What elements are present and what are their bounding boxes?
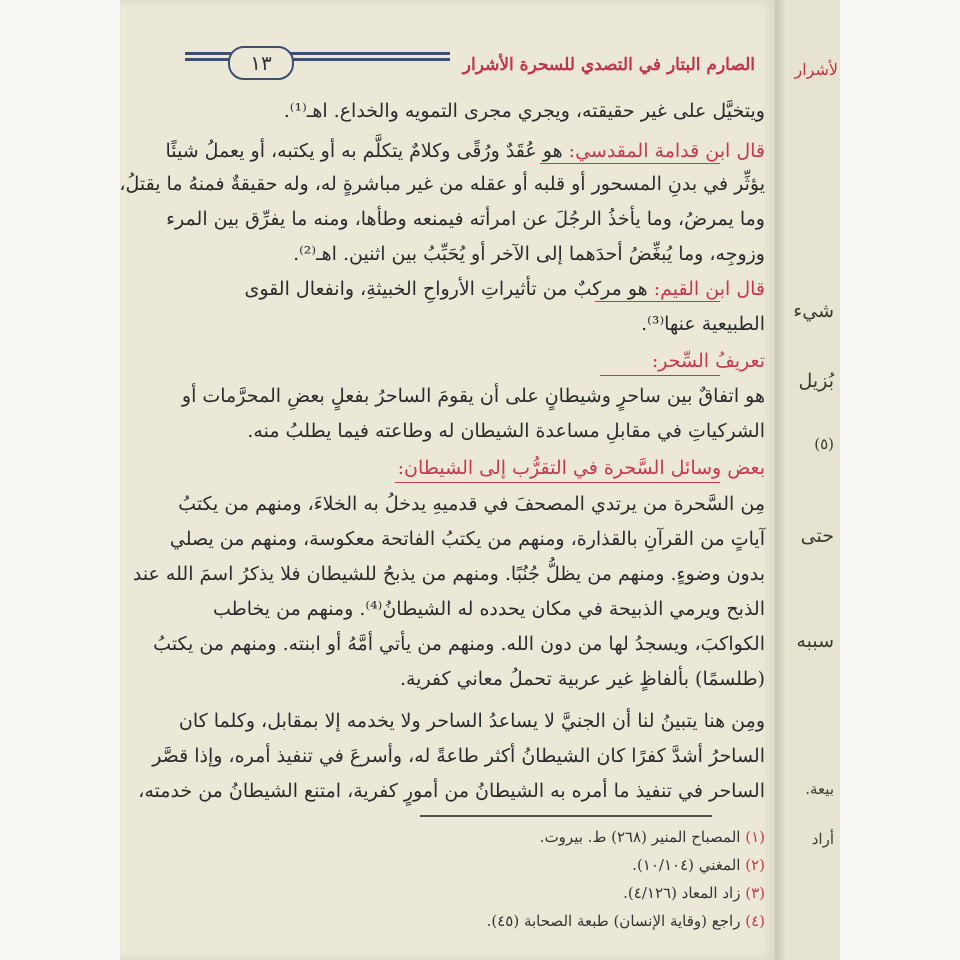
- ibn-qudama-text: هو عُقَدٌ ورُقًى وكلامٌ يتكلَّم به أو يكتبه، أو يعملُ شيئًا: [165, 140, 563, 162]
- footnote-3: [623, 884, 765, 902]
- footnote-text: المغني (١٠/١٠٤).: [632, 856, 741, 874]
- facing-fragment: (٥): [814, 435, 834, 453]
- footnote-text: المصباح المنير (٢٦٨) ط. بيروت.: [539, 828, 741, 846]
- body-line: هو اتفاقٌ بين ساحرٍ وشيطانٍ على أن يقومَ الساحرُ بفعلٍ بعضِ المحرَّمات أو: [181, 385, 765, 407]
- footnote-number: (١): [745, 828, 765, 846]
- ibn-qayyim-text: هو مركبٌ من تأثيراتِ الأرواحِ الخبيثةِ، وانفعال القوى: [244, 278, 648, 300]
- body-line: الكواكبَ، ويسجدُ لها من دون الله. ومنهم من يأتي أمَّهُ أو ابنته. ومنهم من يكتبُ: [153, 633, 765, 655]
- body-line: يؤثِّر في بدنِ المسحور أو قلبه أو عقله من غير مباشرةٍ له، وله حقيقةٌ فمنهُ ما يقتلُ،: [119, 173, 765, 195]
- background-margin-left: [0, 0, 120, 960]
- label-underline: [595, 301, 720, 302]
- body-line: الساحرُ أشدَّ كفرًا كان الشيطانُ أكثر طاعةً له، وأسرعَ في تنفيذ أمره، وإذا قصَّر: [152, 745, 765, 767]
- body-line: ويتخيَّل على غير حقيقته، ويجري مجرى التمويه والخداع. اهـ⁽¹⁾.: [283, 100, 765, 122]
- body-line: الساحر في تنفيذ ما أمره به الشيطانُ من أمورٍ كفرية، امتنع الشيطانُ من خدمته،: [138, 780, 765, 802]
- facing-fragment: حتى: [800, 525, 834, 547]
- body-line: الشركياتِ في مقابلِ مساعدة الشيطان له وطاعته فيما يطلبُ منه.: [247, 420, 765, 442]
- body-line: الطبيعية عنها⁽³⁾.: [641, 313, 765, 335]
- heading-underline: [395, 482, 720, 483]
- facing-fragment: سببه: [796, 630, 834, 652]
- body-line: (طلسمًا) بألفاظٍ غير عربية تحملُ معاني كفرية.: [399, 668, 765, 690]
- running-title: الصارم البتار في التصدي للسحرة الأشرار: [462, 55, 755, 75]
- label-underline: [540, 163, 720, 164]
- facing-fragment: بُزيل: [798, 370, 834, 392]
- footnote-2: [632, 856, 765, 874]
- body-line: مِن السَّحرة من يرتدي المصحفَ في قدميهِ يدخلُ به الخلاءَ، ومنهم من يكتبُ: [178, 493, 765, 515]
- body-line: وما يمرضُ، وما يأخذُ الرجُلَ عن امرأته فيمنعه وطأها، ومنه ما يفرِّق بين المرء: [166, 208, 765, 230]
- footnote-4: [487, 912, 765, 930]
- footnote-text: زاد المعاد (٤/١٢٦).: [623, 884, 741, 902]
- body-line: بدون وضوءٍ. ومنهم من يظلُّ جُنُبًا. ومنهم من يذبحُ للشيطان فلا يذكرُ اسمَ الله عند: [132, 563, 765, 585]
- header-ornament-lines: [185, 52, 450, 70]
- means-heading: بعض وسائل السَّحرة في التقرُّب إلى الشيطان:: [397, 457, 765, 479]
- footnote-1: [540, 828, 765, 846]
- footnote-number: (٢): [745, 856, 765, 874]
- footnote-number: (٤): [745, 912, 765, 930]
- body-line: الذبح ويرمي الذبيحة في مكان يحدده له الشيطانُ⁽⁴⁾. ومنهم من يخاطب: [212, 598, 765, 620]
- ibn-qudama-label: قال ابن قدامة المقدسي:: [568, 140, 765, 162]
- footnote-separator: [420, 815, 712, 817]
- facing-fragment: أراد: [811, 830, 834, 848]
- heading-underline: [600, 375, 720, 376]
- footnote-text: راجع (وقاية الإنسان) طبعة الصحابة (٤٥).: [486, 912, 741, 930]
- ibn-qudama-line: [165, 140, 765, 162]
- footnote-number: (٣): [745, 884, 765, 902]
- body-line: وزوجِه، وما يُبغِّضُ أحدَهما إلى الآخر أو يُحَبِّبُ بين اثنين. اهـ⁽²⁾.: [293, 243, 765, 265]
- definition-heading: تعريفُ السِّحر:: [651, 350, 765, 372]
- book-gutter: [775, 0, 787, 960]
- body-line: ومِن هنا يتبينُ لنا أن الجنيَّ لا يساعدُ الساحر ولا يخدمه إلا بمقابل، وكلما كان: [178, 710, 765, 732]
- page-number: ١٣: [228, 46, 294, 80]
- facing-page-header: لأشرار: [794, 60, 838, 79]
- facing-fragment: شيء: [793, 300, 834, 322]
- background-margin-right: [840, 0, 960, 960]
- body-line: آياتٍ من القرآنِ بالقذارة، ومنهم من يكتبُ الفاتحة معكوسة، ومنهم من يصلي: [169, 528, 765, 550]
- facing-page: [787, 0, 840, 960]
- ibn-qayyim-line: [245, 278, 766, 300]
- ibn-qayyim-label: قال ابن القيم:: [653, 278, 765, 300]
- facing-fragment: بيعة.: [805, 780, 834, 798]
